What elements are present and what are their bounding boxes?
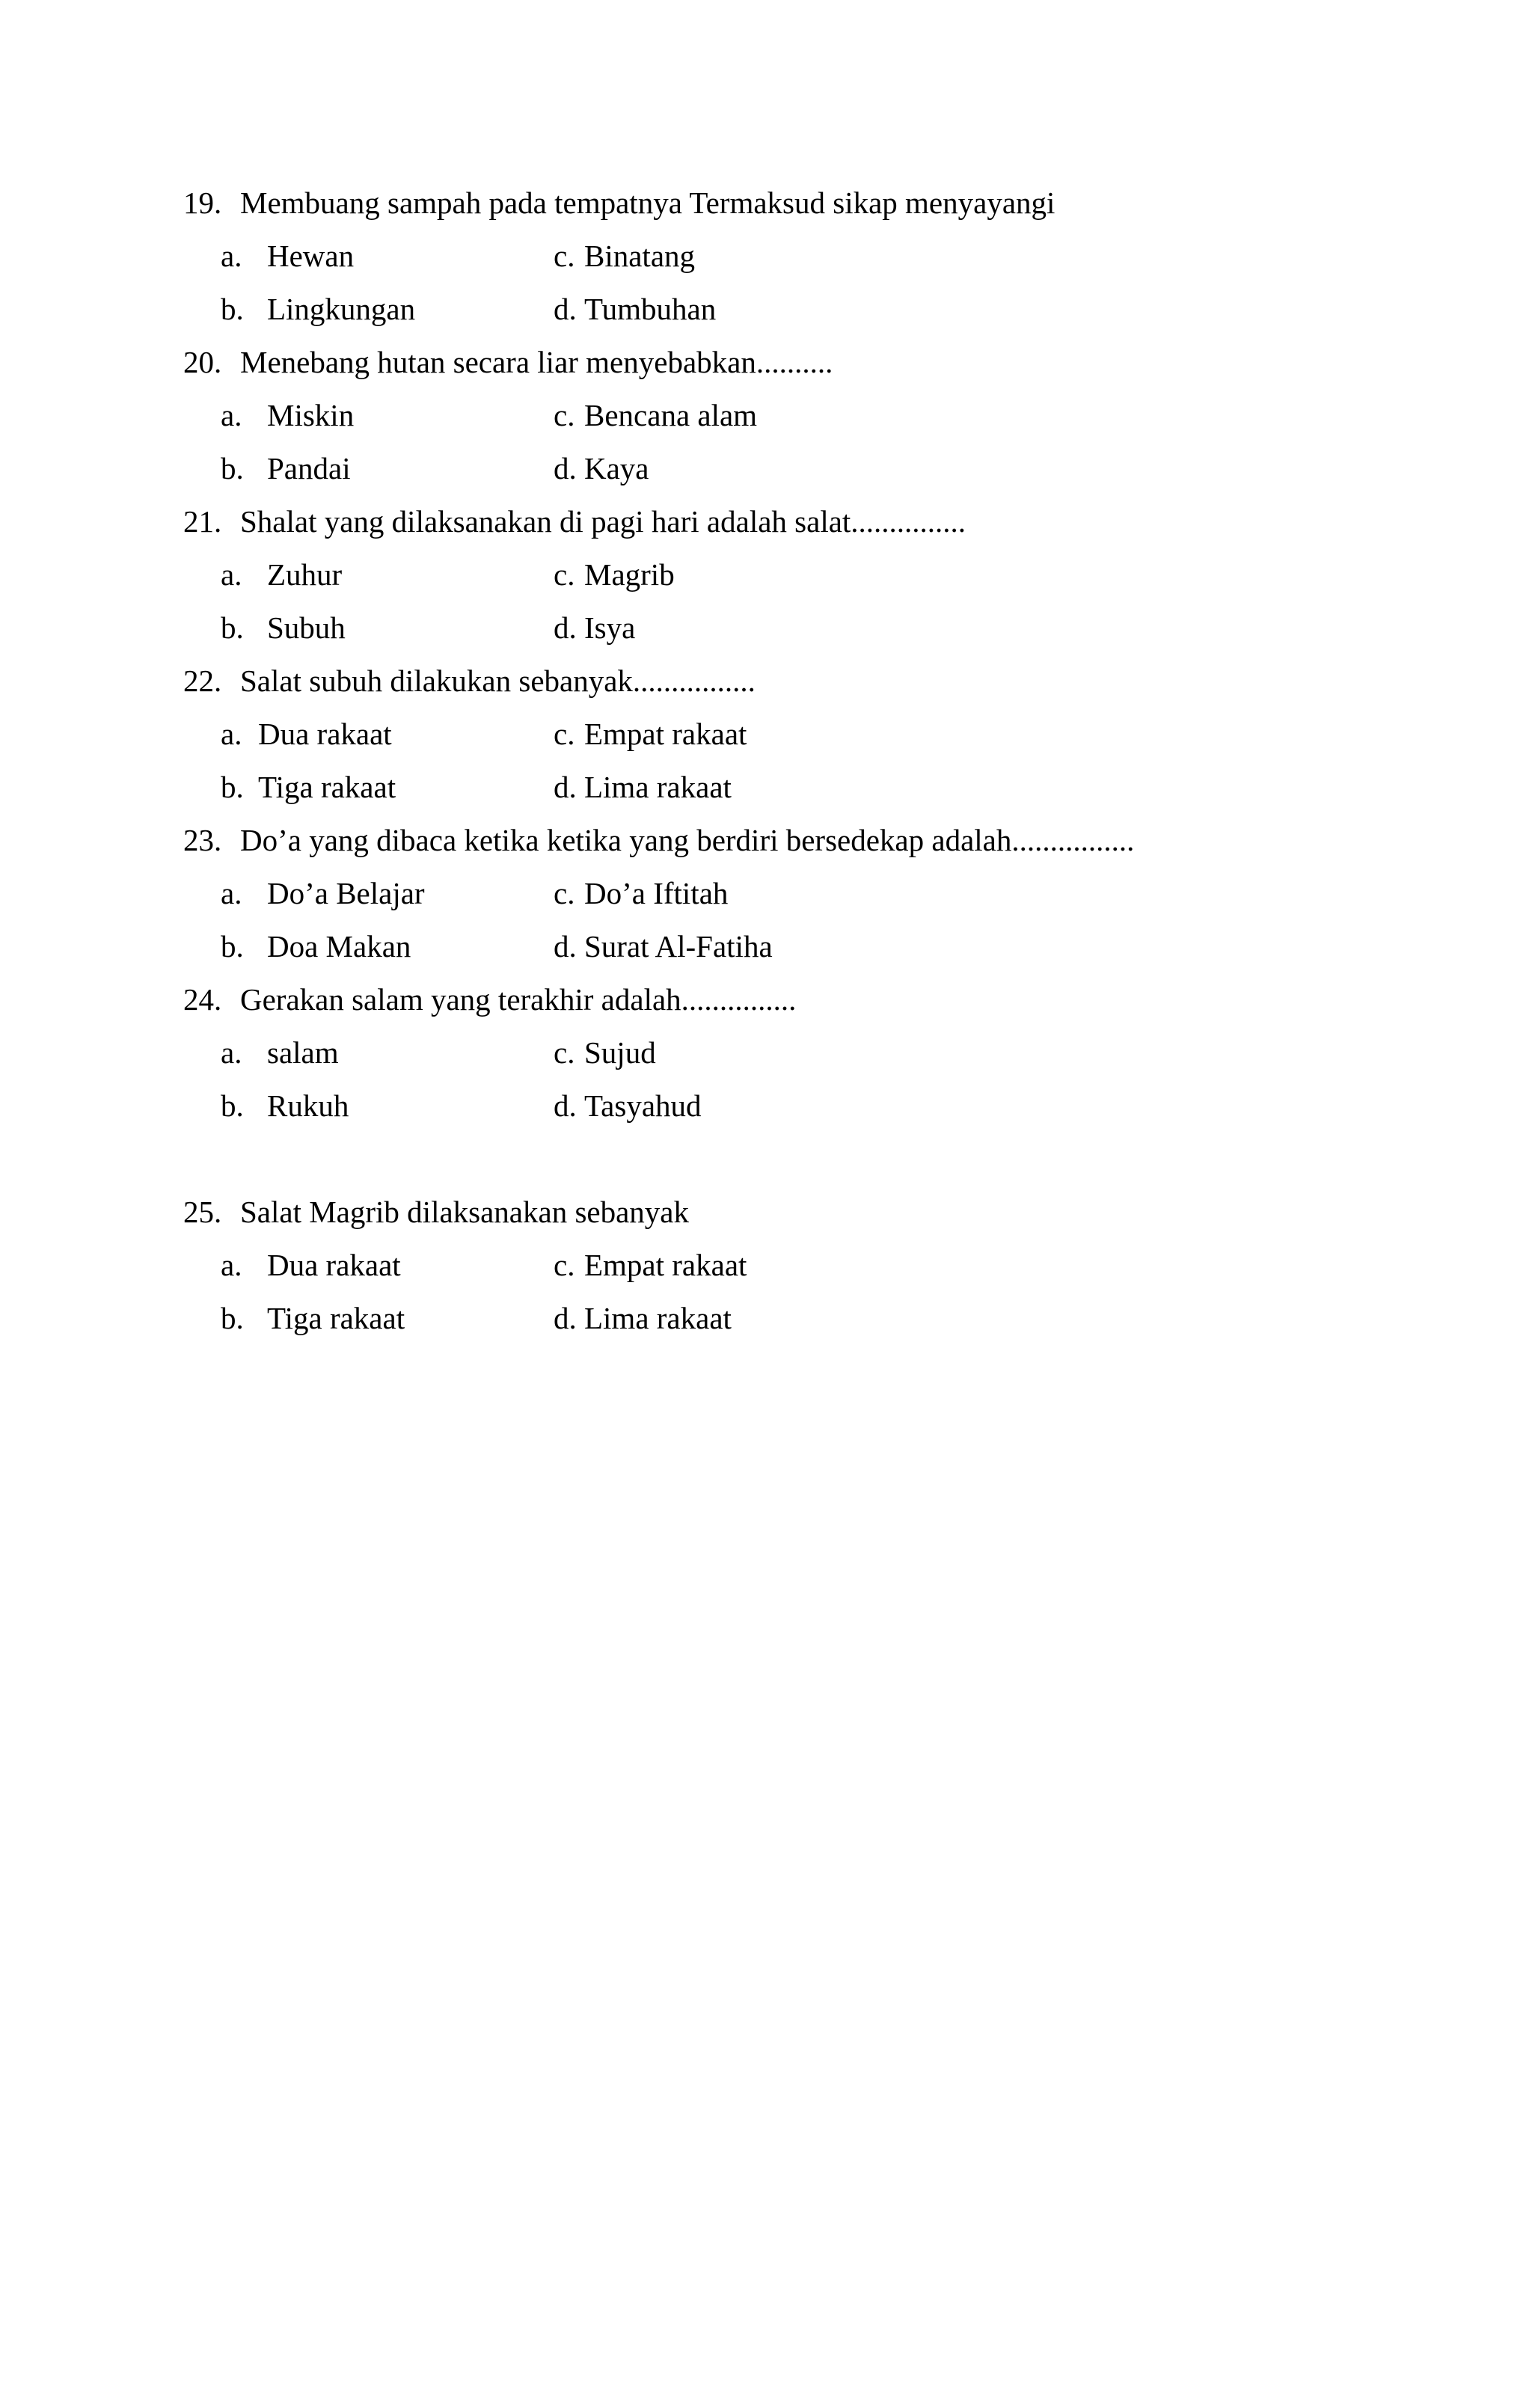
option-letter: b. bbox=[221, 610, 244, 645]
option-letter: a. bbox=[221, 398, 242, 432]
option-letter: d. bbox=[554, 1301, 577, 1335]
option-22-d bbox=[554, 768, 732, 806]
option-text: Tiga rakaat bbox=[258, 770, 396, 804]
question-number: 23. bbox=[183, 823, 222, 857]
question-text: Menebang hutan secara liar menyebabkan.......... bbox=[240, 345, 833, 379]
option-text: Lingkungan bbox=[267, 292, 416, 326]
question-text: Gerakan salam yang terakhir adalah............... bbox=[240, 982, 797, 1017]
option-text: Surat Al-Fatiha bbox=[584, 929, 773, 963]
option-letter: a. bbox=[221, 876, 242, 910]
question-number: 21. bbox=[183, 504, 222, 539]
option-21-c bbox=[554, 556, 675, 593]
option-text: Miskin bbox=[267, 398, 355, 432]
option-letter: c. bbox=[554, 239, 575, 273]
option-text: Hewan bbox=[267, 239, 355, 273]
option-letter: a. bbox=[221, 1035, 242, 1070]
option-21-a bbox=[221, 556, 342, 593]
option-23-a bbox=[221, 874, 425, 912]
option-20-c bbox=[554, 396, 757, 434]
option-19-b bbox=[221, 290, 415, 328]
option-20-d bbox=[554, 450, 649, 487]
option-20-a bbox=[221, 396, 354, 434]
option-text: Pandai bbox=[267, 451, 351, 485]
option-21-d bbox=[554, 609, 635, 646]
option-text: Tasyahud bbox=[584, 1088, 702, 1123]
question-text: Shalat yang dilaksanakan di pagi hari adalah salat............... bbox=[240, 504, 966, 539]
option-letter: c. bbox=[554, 557, 575, 592]
option-letter: b. bbox=[221, 292, 244, 326]
question-number: 25. bbox=[183, 1195, 222, 1229]
question-number: 19. bbox=[183, 186, 222, 220]
option-letter: d. bbox=[554, 1088, 577, 1123]
option-19-d bbox=[554, 290, 716, 328]
option-letter: d. bbox=[554, 610, 577, 645]
question-21 bbox=[183, 503, 1455, 540]
option-23-c bbox=[554, 874, 728, 912]
option-letter: c. bbox=[554, 1248, 575, 1282]
option-text: Dua rakaat bbox=[258, 717, 392, 751]
option-letter: b. bbox=[221, 929, 244, 963]
option-text: Tiga rakaat bbox=[267, 1301, 405, 1335]
option-letter: b. bbox=[221, 451, 244, 485]
question-25 bbox=[183, 1193, 1455, 1231]
option-text: Sujud bbox=[584, 1035, 656, 1070]
option-24-a bbox=[221, 1034, 339, 1071]
question-text: Do’a yang dibaca ketika ketika yang berdiri bersedekap adalah................ bbox=[240, 823, 1135, 857]
option-text: Do’a Iftitah bbox=[584, 876, 729, 910]
option-letter: d. bbox=[554, 451, 577, 485]
option-text: Empat rakaat bbox=[584, 717, 747, 751]
option-19-a bbox=[221, 237, 354, 275]
option-letter: b. bbox=[221, 770, 244, 804]
option-22-a bbox=[221, 715, 392, 753]
question-number: 24. bbox=[183, 982, 222, 1017]
question-text: Membuang sampah pada tempatnya Termaksud sikap menyayangi bbox=[240, 186, 1055, 220]
option-text: Kaya bbox=[584, 451, 649, 485]
option-letter: c. bbox=[554, 1035, 575, 1070]
option-letter: a. bbox=[221, 239, 242, 273]
option-text: Subuh bbox=[267, 610, 346, 645]
option-24-b bbox=[221, 1087, 349, 1124]
question-number: 20. bbox=[183, 345, 222, 379]
option-text: Magrib bbox=[584, 557, 675, 592]
option-24-d bbox=[554, 1087, 702, 1124]
option-letter: a. bbox=[221, 717, 242, 751]
option-letter: c. bbox=[554, 398, 575, 432]
option-letter: d. bbox=[554, 292, 577, 326]
option-text: Lima rakaat bbox=[584, 770, 732, 804]
option-23-d bbox=[554, 928, 773, 965]
option-23-b bbox=[221, 928, 411, 965]
question-23 bbox=[183, 821, 1455, 859]
question-22 bbox=[183, 662, 1455, 699]
option-text: Do’a Belajar bbox=[267, 876, 425, 910]
option-letter: d. bbox=[554, 929, 577, 963]
option-22-b bbox=[221, 768, 396, 806]
option-22-c bbox=[554, 715, 747, 753]
option-text: Empat rakaat bbox=[584, 1248, 747, 1282]
question-text: Salat Magrib dilaksanakan sebanyak bbox=[240, 1195, 690, 1229]
option-letter: c. bbox=[554, 717, 575, 751]
option-letter: a. bbox=[221, 1248, 242, 1282]
option-text: Doa Makan bbox=[267, 929, 411, 963]
option-text: Rukuh bbox=[267, 1088, 349, 1123]
option-25-c bbox=[554, 1246, 747, 1284]
question-24 bbox=[183, 981, 1455, 1018]
option-text: Bencana alam bbox=[584, 398, 758, 432]
option-letter: a. bbox=[221, 557, 242, 592]
option-letter: d. bbox=[554, 770, 577, 804]
question-number: 22. bbox=[183, 664, 222, 698]
option-letter: b. bbox=[221, 1088, 244, 1123]
question-20 bbox=[183, 343, 1455, 381]
option-21-b bbox=[221, 609, 346, 646]
option-25-d bbox=[554, 1299, 732, 1337]
question-19 bbox=[183, 184, 1455, 221]
option-text: salam bbox=[267, 1035, 339, 1070]
option-25-a bbox=[221, 1246, 401, 1284]
option-letter: b. bbox=[221, 1301, 244, 1335]
option-19-c bbox=[554, 237, 695, 275]
option-text: Tumbuhan bbox=[584, 292, 717, 326]
option-20-b bbox=[221, 450, 351, 487]
option-text: Dua rakaat bbox=[267, 1248, 401, 1282]
question-text: Salat subuh dilakukan sebanyak................ bbox=[240, 664, 756, 698]
option-text: Lima rakaat bbox=[584, 1301, 732, 1335]
option-letter: c. bbox=[554, 876, 575, 910]
option-text: Isya bbox=[584, 610, 636, 645]
option-text: Zuhur bbox=[267, 557, 343, 592]
option-24-c bbox=[554, 1034, 656, 1071]
option-25-b bbox=[221, 1299, 405, 1337]
option-text: Binatang bbox=[584, 239, 696, 273]
